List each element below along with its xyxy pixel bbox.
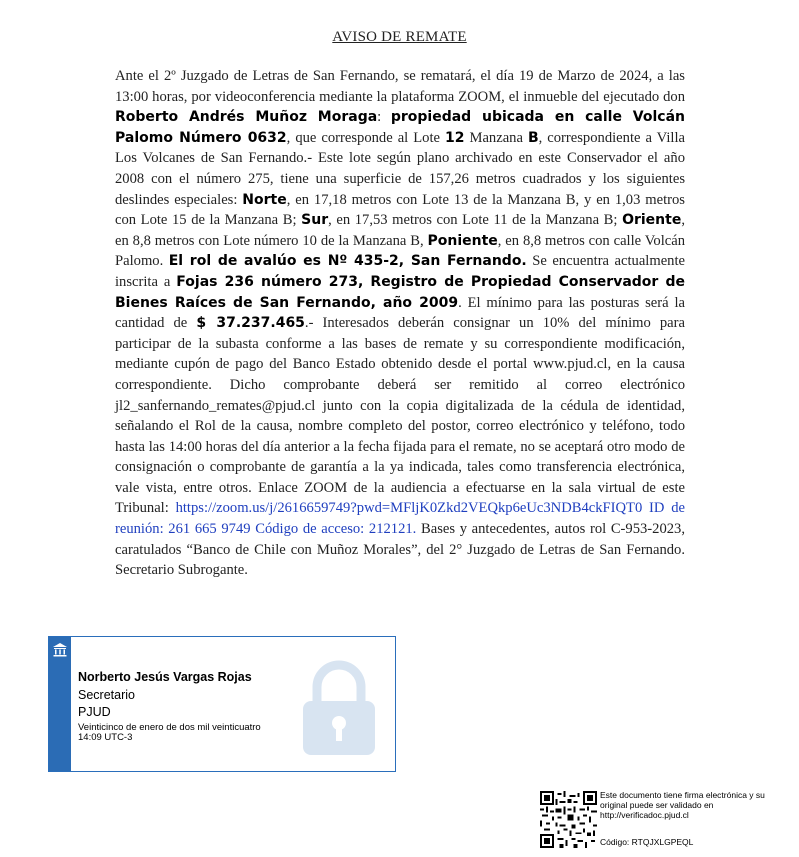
body-text-segment: Manzana — [464, 129, 528, 146]
lock-icon — [295, 657, 383, 757]
courthouse-icon — [52, 642, 68, 658]
signature-stripe — [49, 637, 71, 771]
body-text-segment: , en 17,18 metros con Lote 13 de la Manzana B, y en 1,03 metros con Lote 15 de la Manzana B; — [115, 191, 685, 229]
body-text-segment: , que corresponde al Lote — [286, 129, 445, 146]
document-title: AVISO DE REMATE — [332, 29, 467, 45]
minimum-bid: $ 37.237.465 — [196, 315, 305, 332]
boundary-south: Sur — [301, 212, 329, 229]
body-text-segment: : — [377, 109, 391, 126]
body-text-segment: Ante el 2º Juzgado de Letras de San Fernando, se rematará, el día 19 de Marzo de 2024, a las 13:00 horas, por videoconferencia mediante la plataforma ZOOM, el inmueble del ejecutado don — [115, 68, 685, 105]
signer-organization: PJUD — [78, 705, 111, 719]
zoom-link[interactable]: https://zoom.us/j/2616659749?pwd=MFljK0Zkd2VEQkp6eUc3NDB4ckFIQT0 ID de reunión: 261 665 9749 Código de acceso: 212121. — [115, 500, 685, 538]
signature-box — [48, 636, 396, 772]
signer-name: Norberto Jesús Vargas Rojas — [78, 670, 252, 684]
body-text-segment: , correspondiente a Villa Los Volcanes de San Fernando.- Este lote según plano archivado en este Conservador el año 2008 con el número 275, tiene una superficie de 157,26 metros cuadrados y los siguientes deslindes especiales: — [115, 129, 685, 208]
property-address: propiedad ubicada en calle Volcán Palomo Número 0632 — [115, 109, 685, 146]
body-text-segment: .- Interesados deberán consignar un 10% del mínimo para participar de la subasta conforme a las bases de remate y su correspondiente modificación, mediante cupón de pago del Banco Estado obtenido desde el portal www.pjud.cl, en la causa correspondiente. Dicho comprobante deberá ser remitido al correo electrónico jl2_sanfernando_remates@pjud.cl junto con la copia digitalizada de la cédula de identidad, señalando el Rol de la causa, nombre completo del postor, correo electrónico y teléfono, todo hasta las 14:00 horas del día anterior a la fecha fijada para el remate, no se aceptará otro modo de consignación o comprobante de garantía a la ya indicada, tales como transferencia electrónica, vale vista, entre otros. Enlace ZOOM de la audiencia a efectuarse en la sala virtual de este Tribunal: — [115, 315, 685, 517]
verification-code: Código: RTQJXLGPEQL — [600, 837, 694, 847]
signature-time-text: 14:09 UTC-3 — [78, 732, 133, 743]
lot-number: 12 — [444, 129, 465, 146]
body-text-segment: , en 8,8 metros con Lote número 10 de la Manzana B, — [115, 212, 685, 249]
body-text-segment: Bases y antecedentes, autos rol C-953-2023, caratulados “Banco de Chile con Muñoz Morales”, del 2° Juzgado de Letras de San Fernando. Secretario Subrogante. — [115, 521, 686, 579]
notice-body — [115, 66, 685, 581]
registry-info: Fojas 236 número 273, Registro de Propiedad Conservador de Bienes Raíces de San Fernando, año 2009 — [115, 273, 685, 311]
body-text-segment: Se encuentra actualmente inscrita a — [115, 253, 686, 290]
boundary-east: Oriente — [622, 212, 682, 229]
qr-code-icon[interactable] — [540, 791, 597, 848]
body-text-segment: . El mínimo para las posturas será la cantidad de — [115, 294, 685, 332]
body-text-segment: , en 17,53 metros con Lote 11 de la Manzana B; — [328, 212, 623, 229]
block-letter: B — [527, 129, 539, 146]
boundary-west: Poniente — [427, 232, 498, 249]
signature-date — [78, 723, 261, 743]
signature-date-text: Veinticinco de enero de dos mil veinticuatro — [78, 722, 261, 733]
signer-role: Secretario — [78, 688, 135, 702]
appraisal-role: El rol de avalúo es Nº 435-2, San Fernando. — [168, 253, 527, 270]
debtor-name: Roberto Andrés Muñoz Moraga — [115, 109, 378, 126]
body-text-segment: , en 8,8 metros con calle Volcán Palomo. — [115, 232, 686, 270]
boundary-north: Norte — [242, 191, 287, 208]
verification-text: Este documento tiene firma electrónica y su original puede ser validado en http://verificadoc.pjud.cl — [600, 790, 765, 820]
